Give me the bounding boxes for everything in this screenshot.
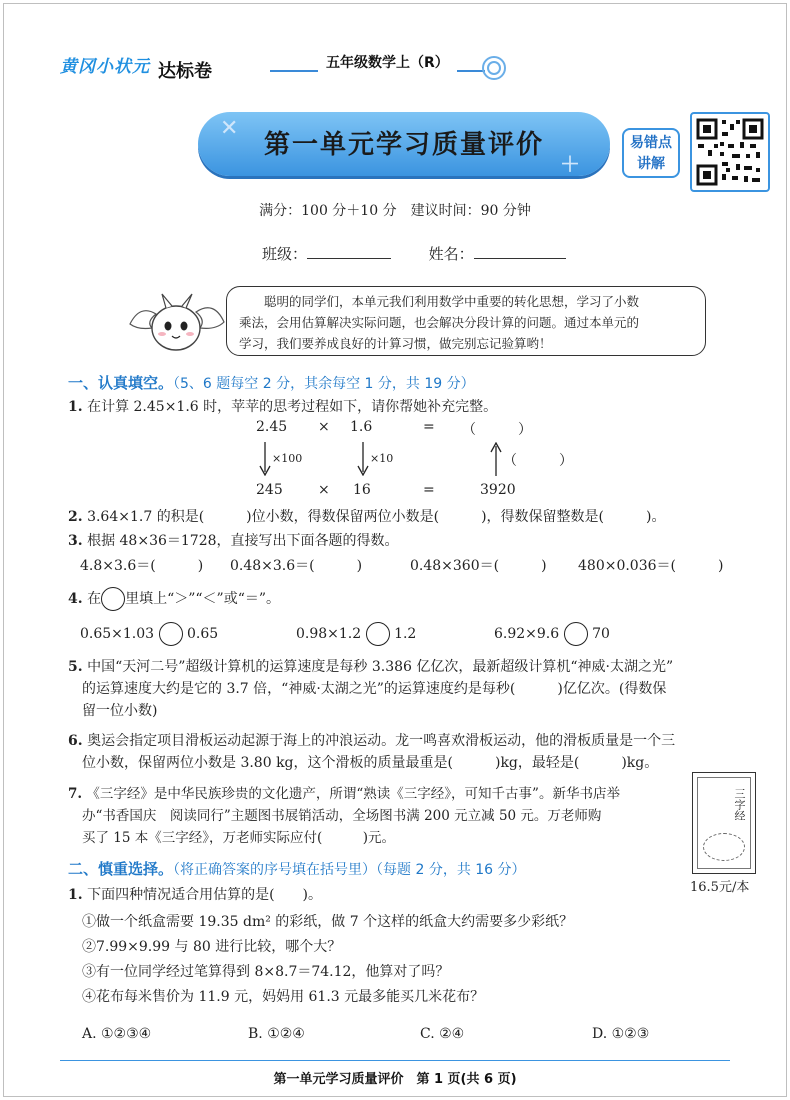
question-line: 买了 15 本《三字经》，万老师实际应付( )元。: [82, 830, 396, 846]
calc-bottom-a: 245: [256, 482, 283, 498]
intro-bubble: [226, 286, 706, 356]
question-number: 3.: [68, 533, 83, 549]
section1-title: 一、认真填空。: [68, 374, 174, 392]
compare-circle-input[interactable]: [564, 622, 588, 646]
book-price: 16.5元/本: [690, 880, 750, 895]
page-title: 第一单元学习质量评价: [263, 130, 544, 160]
mascot-icon: [122, 284, 232, 368]
class-field[interactable]: [307, 244, 391, 259]
section1-note: （5、6 题每空 2 分，其余每空 1 分，共 19 分）: [173, 376, 475, 392]
question-text: 根据 48×36＝1728，直接写出下面各题的得数。: [87, 533, 399, 549]
question-line: 位小数，保留两位小数是 3.80 kg，这个滑板的质量最重是( )kg，最轻是( )kg。: [82, 755, 659, 771]
question-line: 中国“天河二号”超级计算机的运算速度是每秒 3.386 亿亿次，最新超级计算机“神威·太湖之光”: [87, 659, 674, 675]
q3-item: 0.48×3.6＝( ): [230, 558, 363, 574]
intro-line: 学习，我们要养成良好的计算习惯，做完别忘记验算哟！: [239, 336, 552, 351]
choice-statements: [82, 910, 772, 1010]
score-info: 满分：100 分＋10 分 建议时间：90 分钟: [259, 203, 531, 219]
book-title: 三字经: [733, 788, 746, 821]
question-text-b: 里填上“＞”“＜”或“＝”。: [125, 591, 281, 607]
calc-bottom-eq: =: [423, 482, 435, 498]
error-label-2: 讲解: [637, 156, 665, 172]
question-line: 留一位小数): [82, 703, 158, 719]
statement: ③有一位同学经过笔算得到 8×8.7＝74.12，他算对了吗？: [82, 964, 450, 980]
question-1-7: [68, 783, 688, 849]
question-1-6: [68, 730, 758, 774]
brand-logo: 黄冈小状元: [60, 57, 150, 77]
question-text-a: 在: [87, 591, 102, 607]
question-line: 《三字经》是中华民族珍贵的文化遗产，所谓“熟读《三字经》，可知千古事”。新华书店举: [86, 786, 620, 802]
compare-circle-input[interactable]: [366, 622, 390, 646]
question-1-4: [68, 587, 758, 611]
statement: ①做一个纸盒需要 19.35 dm² 的彩纸，做 7 个这样的纸盒大约需要多少彩纸？: [82, 914, 574, 930]
calc-arrow-answer[interactable]: （ ）: [503, 453, 573, 469]
compare-item: [494, 622, 610, 646]
question-number: 1.: [68, 887, 83, 903]
intro-line: 聪明的同学们，本单元我们利用数学中重要的转化思想，学习了小数: [264, 294, 640, 309]
calc-top-answer[interactable]: （ ）: [462, 422, 532, 438]
arrow-label-100: ×100: [272, 452, 303, 465]
question-1-3: [68, 530, 758, 552]
series-name: 达标卷: [158, 61, 212, 82]
plus-deco-icon: ＋: [560, 152, 580, 176]
question-number: 1.: [68, 399, 83, 415]
grade-label: 五年级数学上（R）: [318, 52, 457, 72]
question-number: 2.: [68, 509, 83, 525]
compare-right: 0.65: [186, 626, 219, 642]
intro-line: 乘法，会用估算解决实际问题，也会解决分段计算的问题。通过本单元的: [239, 315, 640, 330]
arrow-label-10: ×10: [370, 452, 394, 465]
question-number: 6.: [68, 733, 83, 749]
q3-item: 0.48×360＝( ): [410, 558, 547, 574]
question-number: 7.: [68, 786, 83, 802]
calc-bottom-result: 3920: [480, 482, 516, 498]
question-line: 办“书香国庆 阅读同行”主题图书展销活动，全场图书满 200 元立减 50 元。万老师购: [82, 808, 602, 824]
question-line: 的运算速度大约是它的 3.7 倍，“神威·太湖之光”的运算速度约是每秒( )亿亿次。(得数保: [82, 681, 667, 697]
option-a[interactable]: A. ①②③④: [82, 1026, 152, 1042]
calc-bottom-times: ×: [318, 482, 330, 498]
question-number: 4.: [68, 591, 83, 607]
compare-item: [296, 622, 416, 646]
option-d[interactable]: D. ①②③: [592, 1026, 650, 1042]
compare-right: 70: [592, 626, 610, 642]
name-field[interactable]: [474, 244, 566, 259]
statement: ④花布每米售价为 11.9 元，妈妈用 61.3 元最多能买几米花布？: [82, 989, 485, 1005]
times-deco-icon: ✕: [220, 116, 239, 141]
arrow-down-icon: [258, 442, 272, 480]
calc-top-eq: =: [423, 419, 435, 435]
question-number: 5.: [68, 659, 83, 675]
q3-item: 480×0.036＝( ): [578, 558, 724, 574]
swirl-inner-icon: [487, 61, 501, 75]
error-explain-button[interactable]: [622, 128, 680, 178]
calc-bottom-b: 16: [353, 482, 371, 498]
section2-title: 二、慎重选择。: [68, 860, 174, 878]
question-text: 在计算 2.45×1.6 时，苹苹的思考过程如下，请你帮她补充完整。: [87, 399, 498, 415]
section2-note: （将正确答案的序号填在括号里）（每题 2 分，共 16 分）: [173, 862, 526, 878]
section2-heading: [68, 858, 526, 879]
name-label: 姓名：: [428, 245, 474, 263]
option-b[interactable]: B. ①②④: [248, 1026, 305, 1042]
question-text: 下面四种情况适合用估算的是( )。: [87, 887, 323, 903]
compare-circle-icon: [101, 587, 125, 611]
question-text: 3.64×1.7 的积是( )位小数，得数保留两位小数是( )，得数保留整数是( )。: [87, 509, 666, 525]
question-1-1: [68, 396, 758, 418]
error-label-1: 易错点: [630, 135, 672, 151]
compare-left: 6.92×9.6: [494, 626, 560, 642]
calc-top-times: ×: [318, 419, 330, 435]
question-1-5: [68, 656, 758, 722]
question-line: 奥运会指定项目滑板运动起源于海上的冲浪运动。龙一鸣喜欢滑板运动，他的滑板质量是一个三: [87, 733, 676, 749]
question-2-1: [68, 884, 758, 906]
compare-left: 0.98×1.2: [296, 626, 362, 642]
compare-left: 0.65×1.03: [80, 626, 155, 642]
footer-rule: [60, 1060, 730, 1061]
arrow-down-icon: [356, 442, 370, 480]
compare-item: [80, 622, 218, 646]
compare-circle-input[interactable]: [159, 622, 183, 646]
compare-right: 1.2: [394, 626, 417, 642]
arrow-up-icon: [489, 442, 503, 480]
section1-heading: [68, 372, 475, 393]
calc-top-a: 2.45: [256, 419, 288, 435]
calc-top-b: 1.6: [350, 419, 373, 435]
option-c[interactable]: C. ②④: [420, 1026, 465, 1042]
page-footer: 第一单元学习质量评价 第 1 页(共 6 页): [273, 1072, 517, 1087]
class-label: 班级：: [262, 245, 308, 263]
question-1-2: [68, 506, 758, 528]
class-name-line: [262, 243, 566, 264]
qr-code-icon[interactable]: [690, 112, 770, 192]
q3-item: 4.8×3.6＝( ): [80, 558, 204, 574]
statement: ②7.99×9.99 与 80 进行比较，哪个大？: [82, 939, 342, 955]
